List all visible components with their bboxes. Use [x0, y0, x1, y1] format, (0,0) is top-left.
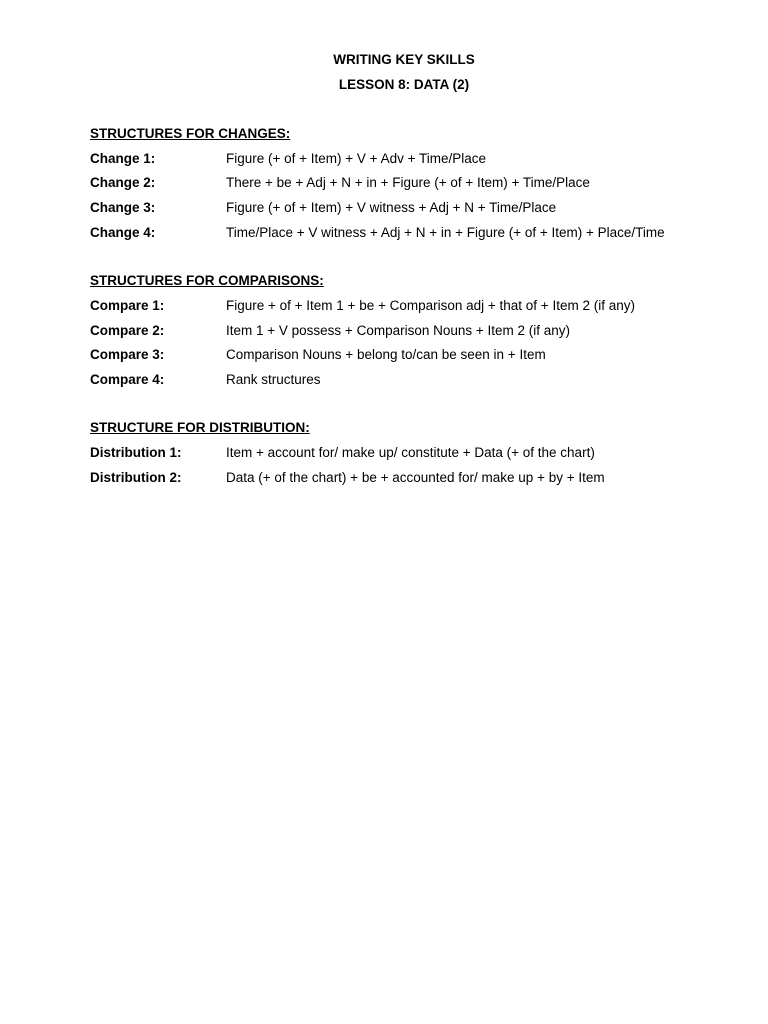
lesson-subtitle: LESSON 8: DATA (2) [338, 77, 470, 92]
structure-formula: Rank structures [226, 372, 321, 387]
structure-formula: Figure (+ of + Item) + V + Adv + Time/Place [226, 151, 486, 166]
structure-formula: Comparison Nouns + belong to/can be seen in + Item [226, 347, 546, 362]
structure-label: Change 4: [90, 225, 156, 240]
structure-label: Compare 2: [90, 323, 165, 338]
structure-formula: Data (+ of the chart) + be + accounted for/ make up + by + Item [226, 470, 605, 485]
structure-label: Change 2: [90, 175, 156, 190]
structure-formula: Figure (+ of + Item) + V witness + Adj + N + Time/Place [226, 200, 557, 215]
structure-label: Distribution 2: [90, 470, 182, 485]
structure-formula: Time/Place + V witness + Adj + N + in + Figure (+ of + Item) + Place/Time [226, 225, 665, 240]
section-heading-changes: STRUCTURES FOR CHANGES: [90, 126, 291, 141]
structure-formula: Item 1 + V possess + Comparison Nouns + Item 2 (if any) [226, 323, 571, 338]
section-heading-distribution: STRUCTURE FOR DISTRIBUTION: [90, 420, 310, 435]
document-title: WRITING KEY SKILLS [333, 52, 475, 67]
structure-formula: Item + account for/ make up/ constitute + Data (+ of the chart) [226, 445, 595, 460]
structure-formula: Figure + of + Item 1 + be + Comparison adj + that of + Item 2 (if any) [226, 298, 635, 313]
structure-formula: There + be + Adj + N + in + Figure (+ of + Item) + Time/Place [226, 175, 590, 190]
structure-label: Change 1: [90, 151, 156, 166]
section-heading-comparisons: STRUCTURES FOR COMPARISONS: [90, 273, 324, 288]
structure-label: Compare 4: [90, 372, 165, 387]
structure-label: Distribution 1: [90, 445, 182, 460]
structure-label: Compare 1: [90, 298, 165, 313]
structure-label: Change 3: [90, 200, 156, 215]
structure-label: Compare 3: [90, 347, 165, 362]
